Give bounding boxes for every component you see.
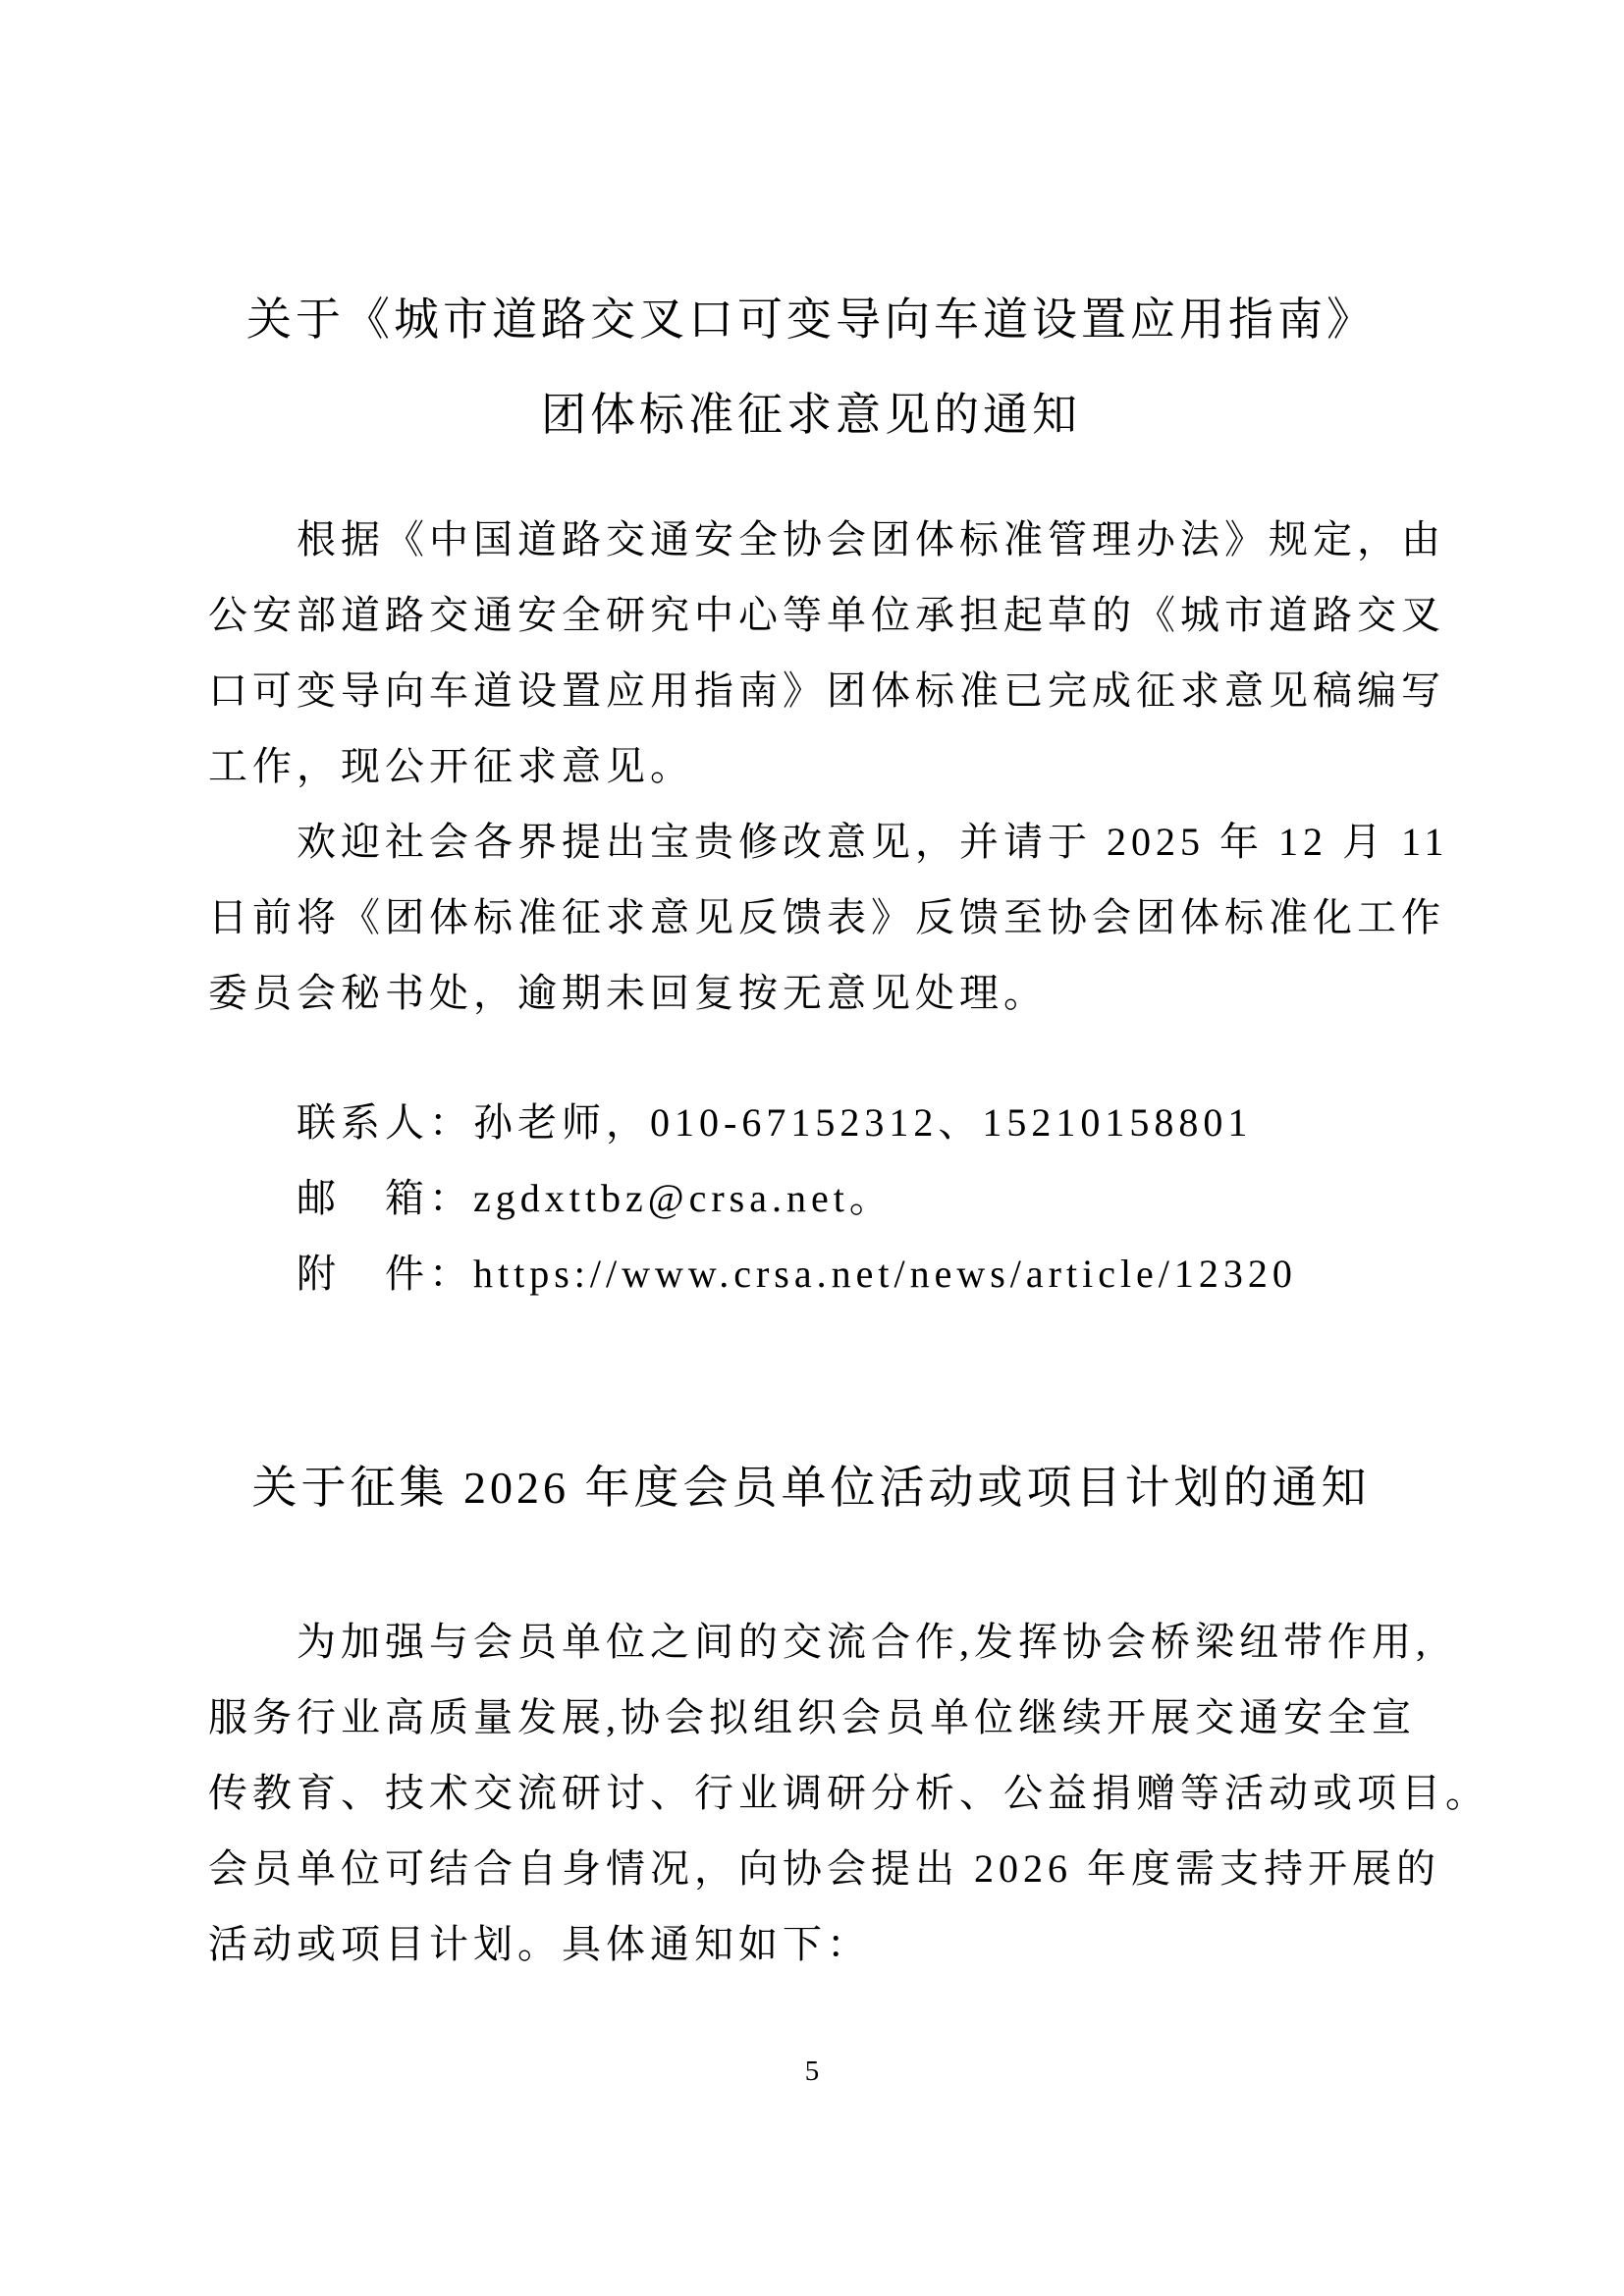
notice1-title xyxy=(208,272,1414,462)
text-line: 欢迎社会各界提出宝贵修改意见，并请于 2025 年 12 月 11 xyxy=(297,820,1449,864)
notice2-paragraph xyxy=(208,1604,1489,1982)
text-line: 根据《中国道路交通安全协会团体标准管理办法》规定，由 xyxy=(297,517,1445,561)
notice1-contact-block xyxy=(208,1085,1414,1311)
notice2-title-line: 关于征集 2026 年度会员单位活动或项目计划的通知 xyxy=(251,1463,1371,1513)
text-line: 委员会秘书处，逾期未回复按无意见处理。 xyxy=(208,971,1048,1015)
text-line: 服务行业高质量发展,协会拟组织会员单位继续开展交通安全宣 xyxy=(208,1695,1416,1739)
notice1-paragraph-1 xyxy=(208,502,1445,804)
contact-person-line: 联系人：孙老师，010-67152312、15210158801 xyxy=(297,1100,1253,1145)
notice2-title xyxy=(208,1440,1414,1535)
text-line: 为加强与会员单位之间的交流合作,发挥协会桥梁纽带作用, xyxy=(297,1620,1431,1664)
notice1-title-line-1: 关于《城市道路交叉口可变导向车道设置应用指南》 xyxy=(246,294,1376,345)
notice1-title-line-2: 团体标准征求意见的通知 xyxy=(541,390,1081,440)
text-line: 传教育、技术交流研讨、行业调研分析、公益捐赠等活动或项目。 xyxy=(208,1771,1489,1815)
notice1-paragraph-2 xyxy=(208,804,1449,1031)
text-line: 日前将《团体标准征求意见反馈表》反馈至协会团体标准化工作 xyxy=(208,895,1445,939)
text-line: 口可变导向车道设置应用指南》团体标准已完成征求意见稿编写 xyxy=(208,668,1445,713)
text-line: 公安部道路交通安全研究中心等单位承担起草的《城市道路交叉 xyxy=(208,593,1445,637)
contact-attachment-link-line: 附 件：https://www.crsa.net/news/article/12320 xyxy=(297,1252,1297,1296)
document-content xyxy=(208,272,1489,1982)
text-line: 会员单位可结合自身情况，向协会提出 2026 年度需支持开展的 xyxy=(208,1846,1440,1891)
page-number: 5 xyxy=(804,2056,820,2087)
text-line: 工作，现公开征求意见。 xyxy=(208,744,694,788)
text-line: 活动或项目计划。具体通知如下： xyxy=(208,1922,871,1966)
contact-email-line: 邮 箱：zgdxttbz@crsa.net。 xyxy=(297,1176,893,1220)
